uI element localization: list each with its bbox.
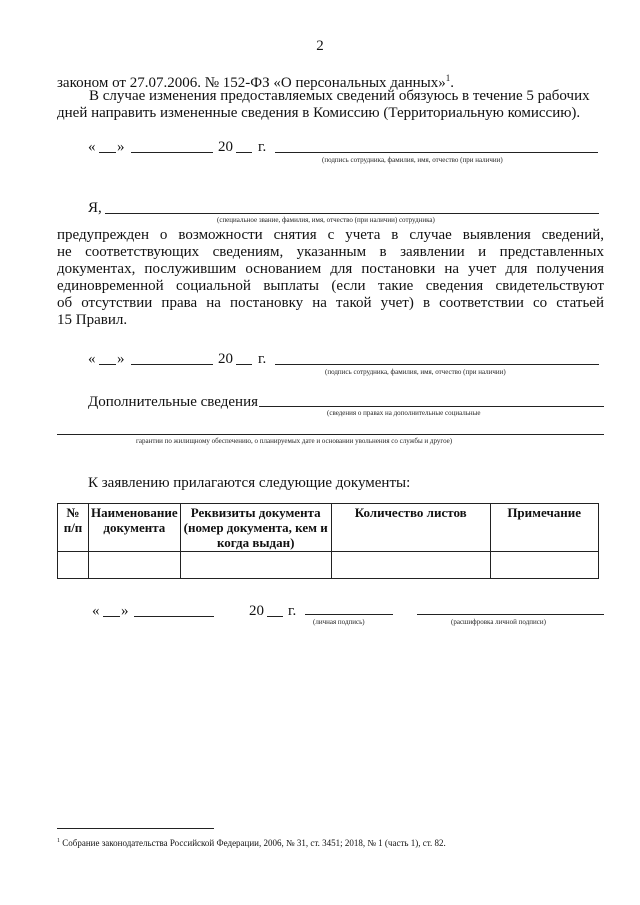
date-month-blank[interactable] (131, 152, 213, 153)
warning-line-4: единовременной социальной выплаты (если такие сведения свидетельствуют (57, 278, 604, 294)
employee-signature-caption-2: (подпись сотрудника, фамилия, имя, отчество (при наличии) (325, 368, 506, 376)
personal-signature-caption: (личная подпись) (313, 618, 365, 626)
paragraph-change-notice: В случае изменения предоставляемых сведений обязуюсь в течение 5 рабочих дней направить измененные сведения в Комиссию (Территориальную комиссию). (57, 88, 590, 121)
date3-year-prefix: 20 (249, 603, 264, 619)
rank-name-line[interactable] (105, 213, 599, 214)
footnote-separator (57, 828, 214, 829)
additional-info-label: Дополнительные сведения (88, 394, 259, 410)
signature-decoding-line[interactable] (417, 614, 604, 615)
additional-info-line-2[interactable] (57, 434, 604, 435)
date2-year-blank[interactable] (236, 364, 252, 365)
date-day-blank[interactable] (99, 152, 116, 153)
warning-line-2: не соответствующих сведениям, указанным в заявлении и представленных (57, 244, 604, 260)
additional-info-caption-1: (сведения о правах на дополнительные социальные (327, 409, 481, 417)
header-number: № п/п (58, 504, 89, 552)
date3-day-open-quote: « (92, 603, 100, 619)
date2-month-blank[interactable] (131, 364, 213, 365)
date3-year-blank[interactable] (267, 616, 283, 617)
employee-signature-caption: (подпись сотрудника, фамилия, имя, отчество (при наличии) (322, 156, 503, 164)
additional-info-caption-2: гарантии по жилищному обеспечению, о планируемых дате и основании увольнения со службы и другое) (136, 437, 453, 445)
paragraph-warning (57, 227, 604, 329)
footnote-text: Собрание законодательства Российской Федерации, 2006, № 31, ст. 3451; 2018, № 1 (часть 1), ст. 82. (62, 838, 446, 848)
table-row (58, 552, 599, 579)
documents-table (57, 503, 599, 579)
date-day-close-quote: » (117, 139, 125, 155)
date2-day-open-quote: « (88, 351, 96, 367)
date2-year-suffix: г. (258, 351, 267, 367)
date-day-open-quote: « (88, 139, 96, 155)
employee-signature-line[interactable] (275, 152, 598, 153)
warning-line-5: об отсутствии права на постановку на такой учет) в соответствии со статьей (57, 295, 604, 311)
warning-line-3: документах, послужившим основанием для постановки на учет для получения (57, 261, 604, 277)
date3-month-blank[interactable] (134, 616, 214, 617)
date-year-prefix: 20 (218, 139, 233, 155)
rank-name-caption: (специальное звание, фамилия, имя, отчество (при наличии) сотрудника) (217, 216, 435, 224)
date3-year-suffix: г. (288, 603, 297, 619)
employee-signature-line-2[interactable] (275, 364, 599, 365)
cell-note[interactable] (490, 552, 598, 579)
footnote-ref: 1 (57, 838, 60, 844)
date3-day-blank[interactable] (103, 616, 120, 617)
date2-day-close-quote: » (117, 351, 125, 367)
page-number: 2 (316, 38, 324, 54)
header-document-details: Реквизиты документа (номер документа, кем и когда выдан) (180, 504, 331, 552)
date2-day-blank[interactable] (99, 364, 116, 365)
cell-document-name[interactable] (89, 552, 181, 579)
additional-info-line-1[interactable] (259, 406, 604, 407)
date2-year-prefix: 20 (218, 351, 233, 367)
attachments-heading: К заявлению прилагаются следующие документы: (88, 475, 411, 491)
signature-decoding-caption: (расшифровка личной подписи) (451, 618, 546, 626)
intro-line: законом от 27.07.2006. № 152-ФЗ «О персональных данных»$^1$. (57, 73, 454, 91)
header-document-name: Наименование документа (89, 504, 181, 552)
warning-line-1: предупрежден о возможности снятия с учета в случае выявления сведений, (57, 227, 604, 243)
date3-day-close-quote: » (121, 603, 129, 619)
cell-document-details[interactable] (180, 552, 331, 579)
footnote (57, 836, 446, 849)
header-sheet-count: Количество листов (331, 504, 490, 552)
ya-label: Я, (88, 200, 102, 216)
personal-signature-line[interactable] (305, 614, 393, 615)
warning-line-6: 15 Правил. (57, 312, 128, 328)
header-note: Примечание (490, 504, 598, 552)
intro-text: законом от 27.07.2006. № 152-ФЗ «О персональных данных» (57, 75, 446, 91)
date-year-blank[interactable] (236, 152, 252, 153)
cell-number[interactable] (58, 552, 89, 579)
date-year-suffix: г. (258, 139, 267, 155)
table-header-row (58, 504, 599, 552)
footnote-mark: 1 (445, 73, 451, 83)
cell-sheet-count[interactable] (331, 552, 490, 579)
